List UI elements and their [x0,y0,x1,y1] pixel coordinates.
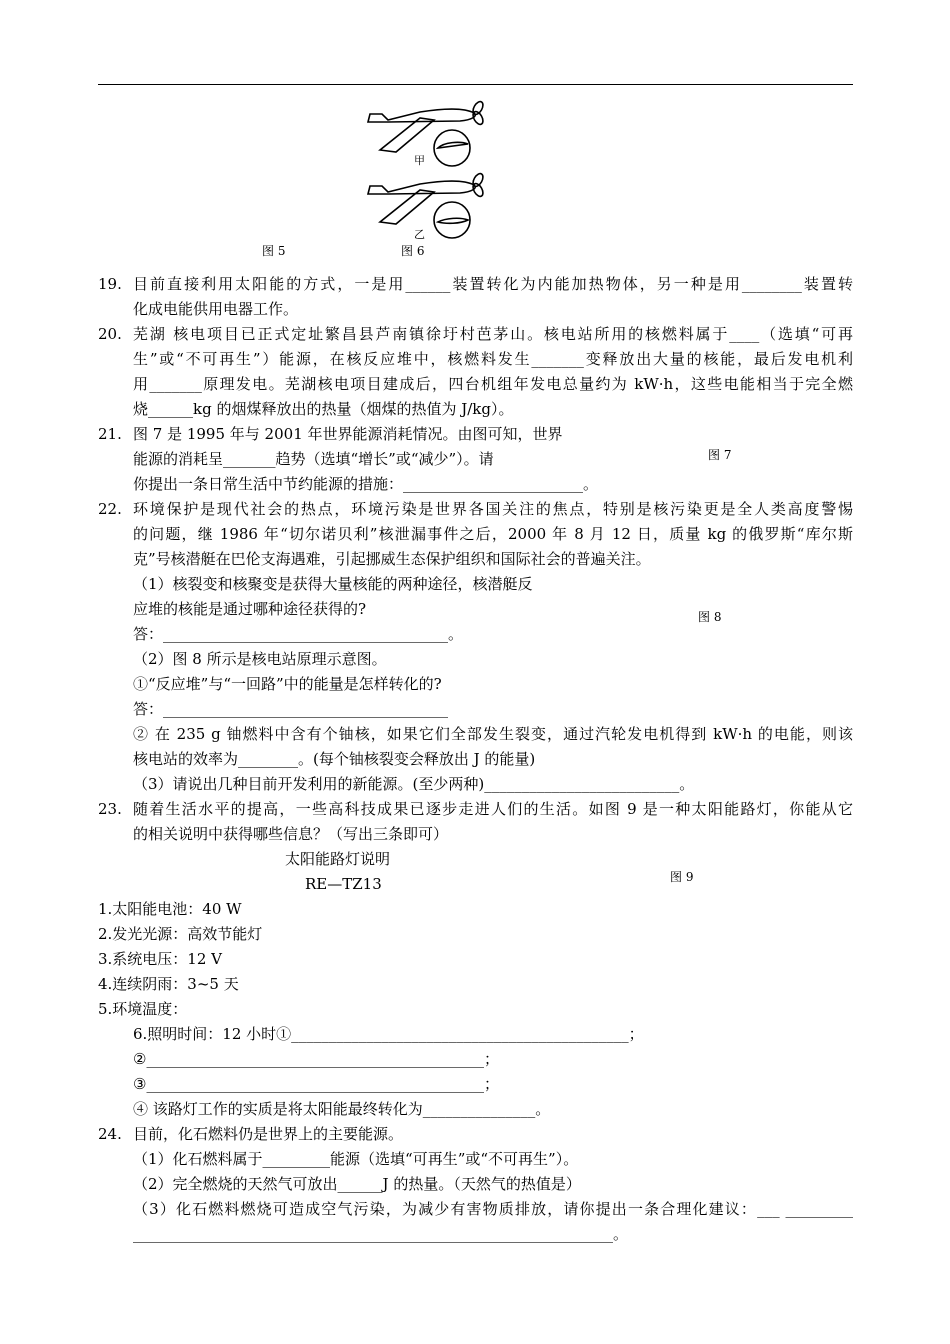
q22-line2: 的问题，继 1986 年“切尔诺贝利”核泄漏事件之后，2000 年 8 月 12 日，质量 kg 的俄罗斯“库尔斯 [133,525,853,543]
spec-item-4: 4.连续阴雨：3~5 天 [98,975,239,993]
fig6-caption: 图 6 [401,244,425,258]
q22-part2-a: ①“反应堆”与“一回路”中的能量是怎样转化的? [133,675,442,693]
q22-part1-b: 应堆的核能是通过哪种途径获得的? [133,600,367,618]
fig8-caption: 图 8 [698,610,722,624]
q22-answer1: 答：______________________________________。 [133,625,464,643]
q22-part3: （3）请说出几种目前开发利用的新能源。(至少两种)__________________________。 [133,775,695,793]
spec-item-1: 1.太阳能电池：40 W [98,900,242,918]
spec-item-5: 5.环境温度： [98,1000,188,1018]
spec-model: RE—TZ13 [305,875,382,893]
q20-line1: 芜湖 核电项目已正式定址繁昌县芦南镇徐圩村芭茅山。核电站所用的核燃料属于____（选填“可再 [133,325,853,343]
q22-line1: 环境保护是现代社会的热点，环境污染是世界各国关注的焦点，特别是核污染更是全人类高度警惕 [133,500,853,518]
q23-answer3: ③_____________________________________________； [133,1075,499,1093]
q20-line2: 生”或“不可再生”）能源，在核反应堆中，核燃料发生_______变释放出大量的核能，最后发电机利 [133,350,853,368]
q24-part1: （1）化石燃料属于_________能源（选填“可再生”或“不可再生”）。 [133,1150,579,1168]
q22-part2-b1: ② 在 235 g 铀燃料中含有个铀核，如果它们全部发生裂变，通过汽轮发电机得到 kW·h 的电能，则该 [133,725,853,743]
label-jia: 甲 [414,154,425,167]
header-rule [98,84,853,85]
q21-line2: 能源的消耗呈_______趋势（选填“增长”或“减少”）。请 [133,450,494,468]
q21-line1: 图 7 是 1995 年与 2001 年世界能源消耗情况。由图可知，世界 [133,425,563,443]
q21-number: 21. [98,425,122,443]
spec-item-3: 3.系统电压：12 V [98,950,222,968]
q23-line2: 的相关说明中获得哪些信息？（写出三条即可） [133,825,449,843]
q20-line3: 用_______原理发电。芜湖核电项目建成后，四台机组年发电总量约为 kW·h，这些电能相当于完全燃 [133,375,853,393]
spec-item-2: 2.发光光源：高效节能灯 [98,925,263,943]
fig9-caption: 图 9 [670,870,694,884]
q24-part3: （3）化石燃料燃烧可造成空气污染，为减少有害物质排放，请你提出一条合理化建议：___ _________ [133,1200,853,1218]
q24-part2: （2）完全燃烧的天然气可放出______J 的热量。（天然气的热值是） [133,1175,581,1193]
spec-title: 太阳能路灯说明 [285,850,391,868]
q22-line3: 克”号核潜艇在巴伦支海遇难，引起挪威生态保护组织和国际社会的普遍关注。 [133,550,651,568]
q22-number: 22. [98,500,122,518]
q23-line1: 随着生活水平的提高，一些高科技成果已逐步走进人们的生活。如图 9 是一种太阳能路灯，你能从它 [133,800,853,818]
airplane-diagram [360,98,500,246]
q24-part3-line: ________________________________________________________________。 [133,1225,629,1243]
q21-line3: 你提出一条日常生活中节约能源的措施：________________________。 [133,475,599,493]
q19-line2: 化成电能供用电器工作。 [133,300,299,318]
q23-number: 23. [98,800,122,818]
spec-item-6-answer1: 6.照明时间：12 小时①_____________________________________________； [133,1025,644,1043]
q24-number: 24. [98,1125,122,1143]
q22-answer2: 答：______________________________________ [133,700,449,718]
q22-part2: （2）图 8 所示是核电站原理示意图。 [133,650,387,668]
q24-line1: 目前，化石燃料仍是世界上的主要能源。 [133,1125,404,1143]
fig5-caption: 图 5 [262,244,286,258]
q19-line1: 目前直接利用太阳能的方式，一是用______装置转化为内能加热物体，另一种是用________装置转 [133,275,853,293]
q22-part1-a: （1）核裂变和核聚变是获得大量核能的两种途径，核潜艇反 [133,575,533,593]
q23-answer4: ④ 该路灯工作的实质是将太阳能最终转化为_______________。 [133,1100,551,1118]
label-yi: 乙 [414,228,425,241]
q19-number: 19. [98,275,122,293]
q22-part2-b2: 核电站的效率为________。(每个铀核裂变会释放出 J 的能量) [133,750,536,768]
q20-number: 20. [98,325,122,343]
fig7-caption: 图 7 [708,448,732,462]
q23-answer2: ②_____________________________________________； [133,1050,499,1068]
q20-line4: 烧______kg 的烟煤释放出的热量（烟煤的热值为 J/kg）。 [133,400,514,418]
airplane-yi [368,172,485,238]
airplane-jia [368,100,485,166]
